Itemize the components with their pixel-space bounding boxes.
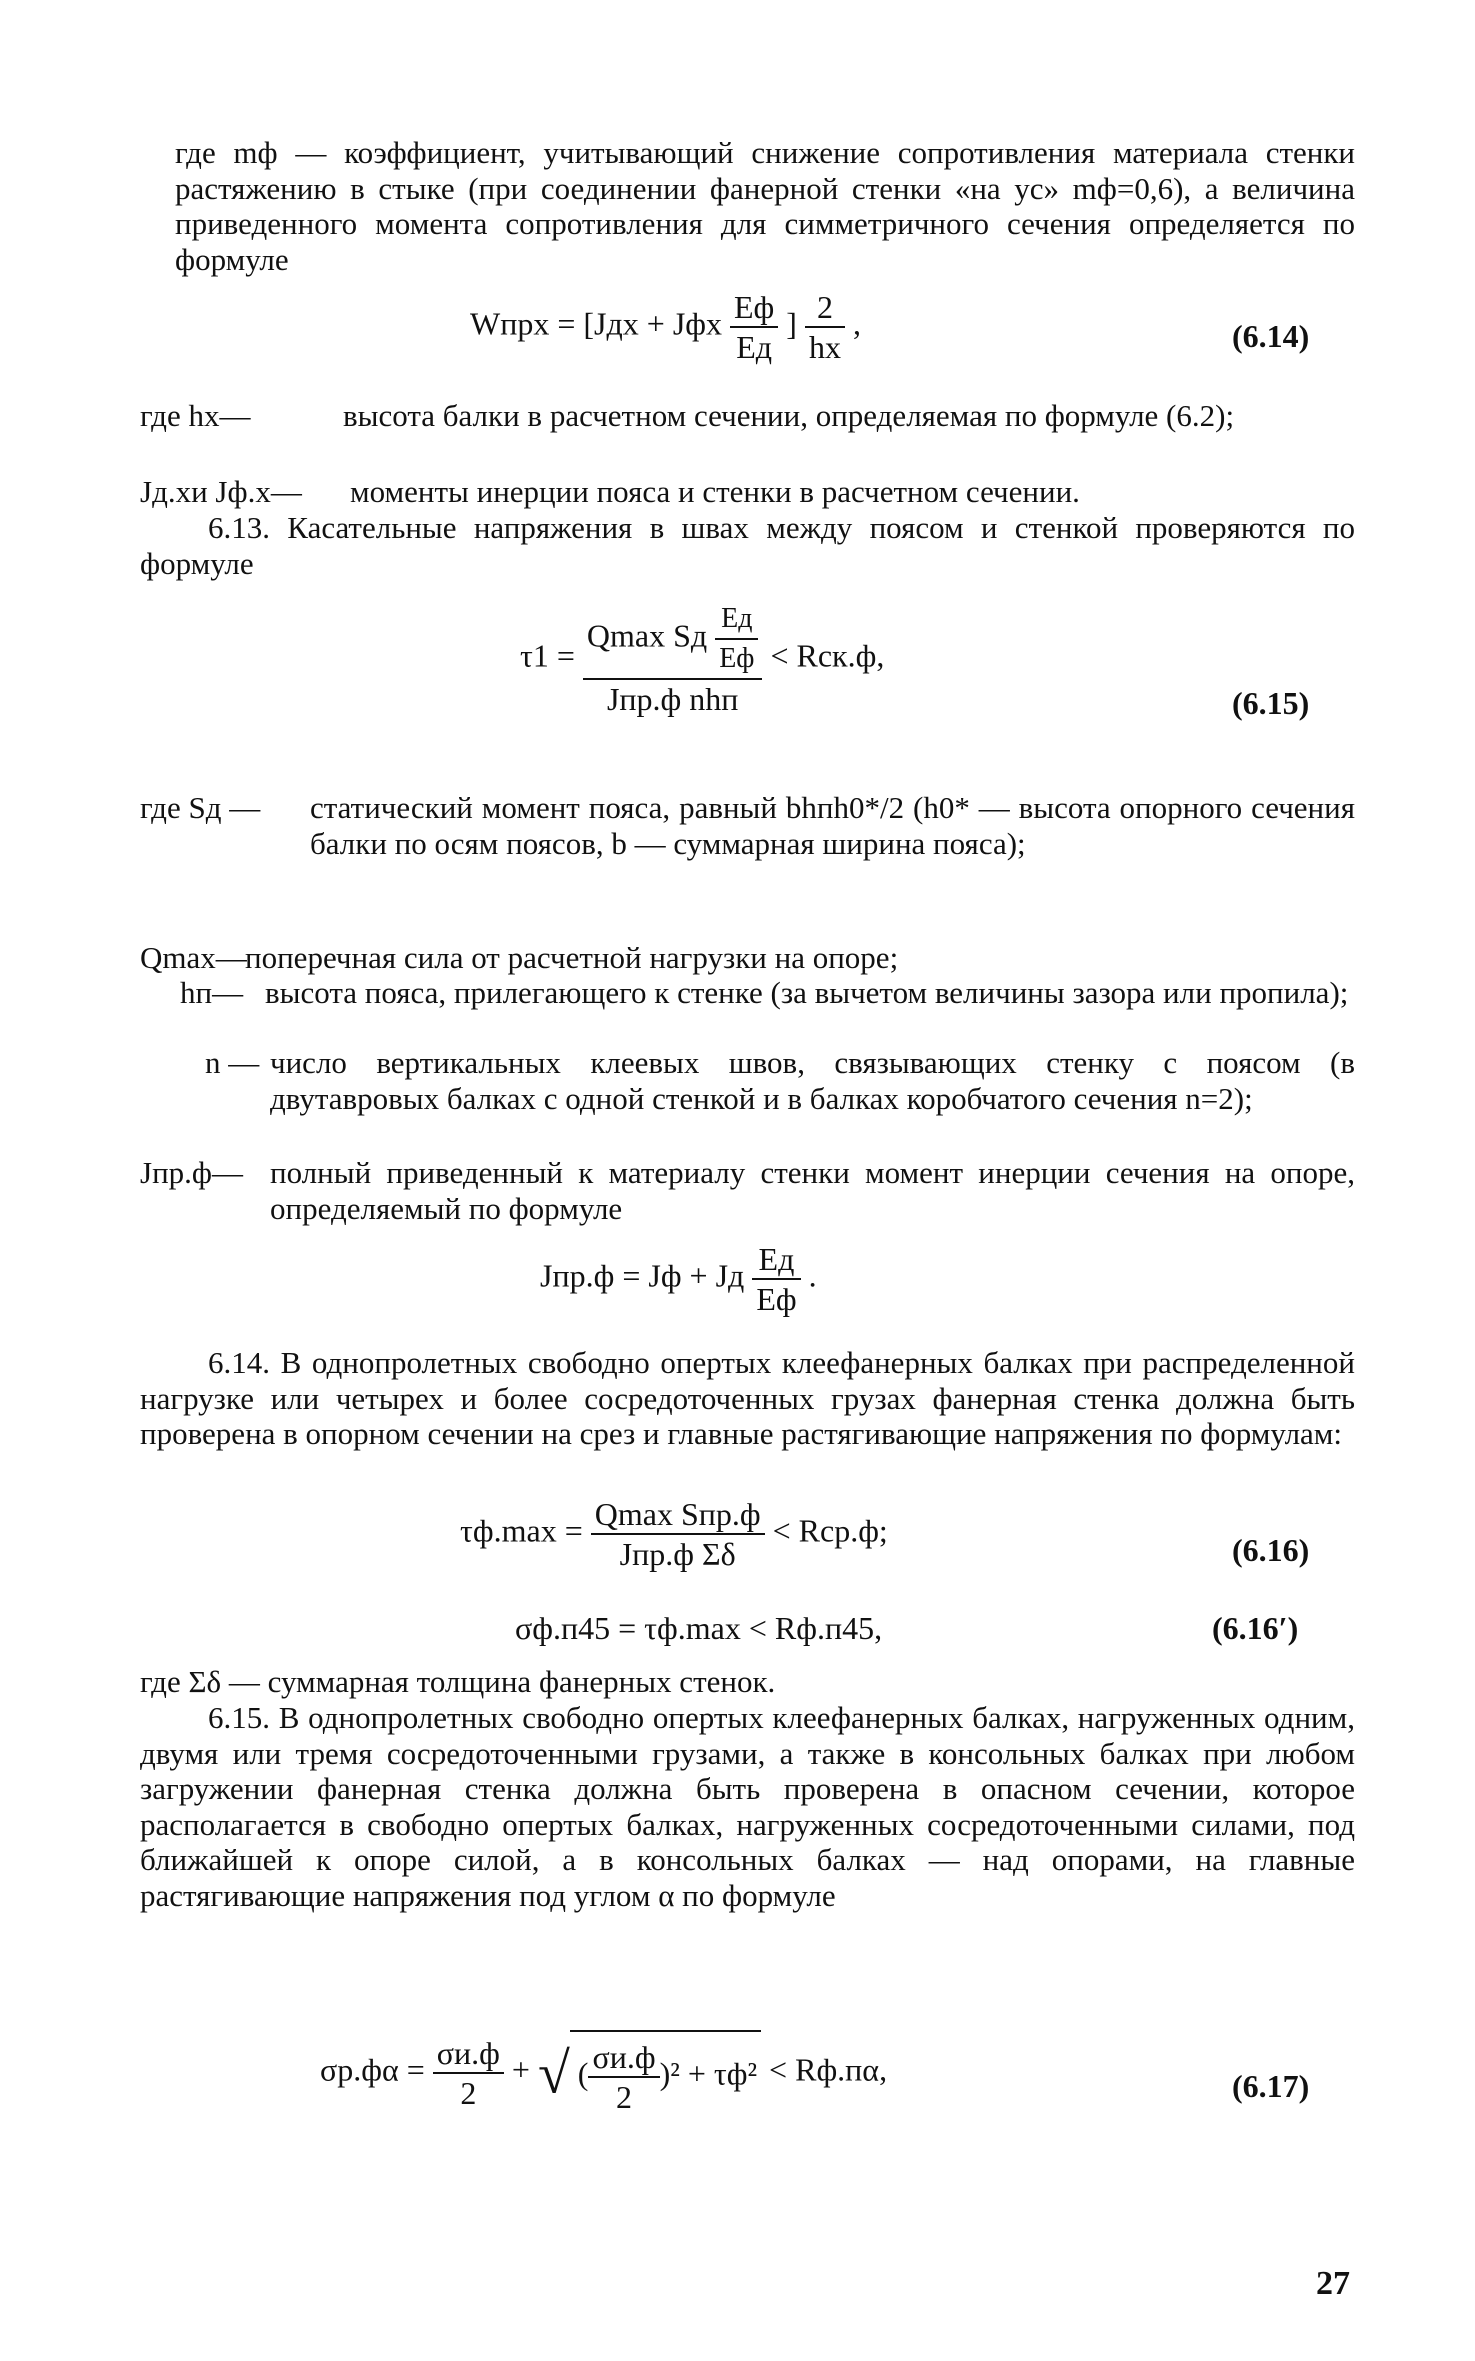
definition-row: Qmax— поперечная сила от расчетной нагрузки на опоре;	[140, 940, 899, 975]
formula-number: (6.17)	[1232, 2068, 1310, 2104]
formula-6-16: τф.max = $\frac{\text{Qmax Sпр.ф}}{\text{Jпр.ф Σδ}}$ < Rср.ф;	[460, 1496, 888, 1572]
fraction: $\frac{\text{Qmax Sпр.ф}}{\text{Jпр.ф Σδ}}$	[591, 1495, 765, 1573]
fraction: $\frac{Eф}{Eд}$	[730, 288, 778, 366]
formula-j-pr-f: Jпр.ф = Jф + Jд $\frac{Eд}{Eф}$ .	[540, 1241, 817, 1317]
paragraph-6-13: 6.13. Касательные напряжения в швах между поясом и стенкой проверяются по формуле	[140, 510, 1355, 581]
fraction: Qmax Sд $\frac{Eд}{Eф}$ Jпр.ф nhп	[583, 600, 763, 718]
page-number: 27	[1316, 2265, 1350, 2302]
definition-row: n — число вертикальных клеевых швов, связывающих стенку с поясом (в двутавровых балках с одной стенкой и в балках коробчатого сечения n=2);	[205, 1045, 1355, 1116]
fraction: $\frac{\sigma и.ф}{2}$	[433, 2034, 504, 2112]
fraction: $\frac{2}{hx}$	[805, 288, 845, 366]
definition-row: где Sд — статический момент пояса, равный bhпh0*/2 (h0* — высота опорного сечения балки по осям поясов, b — суммарная ширина пояса);	[140, 790, 1355, 861]
definition-row: Jпр.ф— полный приведенный к материалу стенки момент инерции сечения на опоре, определяемый по формуле	[140, 1155, 1355, 1226]
formula-number: (6.14)	[1232, 318, 1310, 354]
paragraph-6-15: 6.15. В однопролетных свободно опертых клеефанерных балках, нагруженных одним, двумя или тремя сосредоточенными грузами, а также в консольных балках при любом загружении фанерная стенка должна быть проверена в опасном сечении, которое располагается в свободно опертых балках, нагруженных сосредоточенными силами, под ближайшей к опоре силой, а в консольных балках — над опорами, на главные растягивающие напряжения под углом α по формуле	[140, 1700, 1355, 1913]
formula-number: (6.16)	[1232, 1532, 1310, 1568]
formula-number: (6.15)	[1232, 685, 1310, 721]
paragraph-intro: где mф — коэффициент, учитывающий снижение сопротивления материала стенки растяжению в стыке (при соединении фанерной стенки «на ус» mф=0,6), а величина приведенного момента сопротивления для симметричного сечения определяется по формуле	[175, 135, 1355, 277]
definition-row: где hx— высота балки в расчетном сечении, определяемая по формуле (6.2);	[140, 398, 1235, 433]
square-root-icon: √	[537, 2040, 570, 2106]
radicand: ( $\frac{\sigma и.ф}{2}$ )² + τф²	[570, 2030, 761, 2116]
definition-row: hп— высота пояса, прилегающего к стенке (за вычетом величины зазора или пропила);	[180, 975, 1349, 1010]
paragraph-6-14: 6.14. В однопролетных свободно опертых клеефанерных балках при распределенной нагрузке или четырех и более сосредоточенных грузах фанерная стенка должна быть проверена в опорном сечении на срез и главные растягивающие напряжения по формулам:	[140, 1345, 1355, 1451]
formula-6-16-prime: σф.п45 = τф.max < Rф.п45,	[515, 1610, 883, 1646]
formula-6-14: Wпрx = [Jдx + Jфx $\frac{Eф}{Eд}$ ] $\frac{2}{hx}$ ,	[470, 289, 861, 365]
fraction: $\frac{Eд}{Eф}$	[752, 1240, 800, 1318]
fraction: $\frac{Eд}{Eф}$	[715, 600, 758, 678]
formula-6-15: τ1 = Qmax Sд $\frac{Eд}{Eф}$ Jпр.ф nhп < Rск.ф,	[520, 600, 884, 718]
definition-row: Jд.xи Jф.x— моменты инерции пояса и стенки в расчетном сечении.	[140, 474, 1080, 509]
paragraph-sigma: где Σδ — суммарная толщина фанерных стенок.	[140, 1664, 776, 1699]
fraction: $\frac{\sigma и.ф}{2}$	[588, 2038, 659, 2116]
formula-6-17: σр.фα = $\frac{\sigma и.ф}{2}$ + √ ( $\frac{\sigma и.ф}{2}$ )² + τф² < Rф.пα,	[320, 2030, 887, 2116]
formula-number: (6.16′)	[1212, 1610, 1299, 1646]
